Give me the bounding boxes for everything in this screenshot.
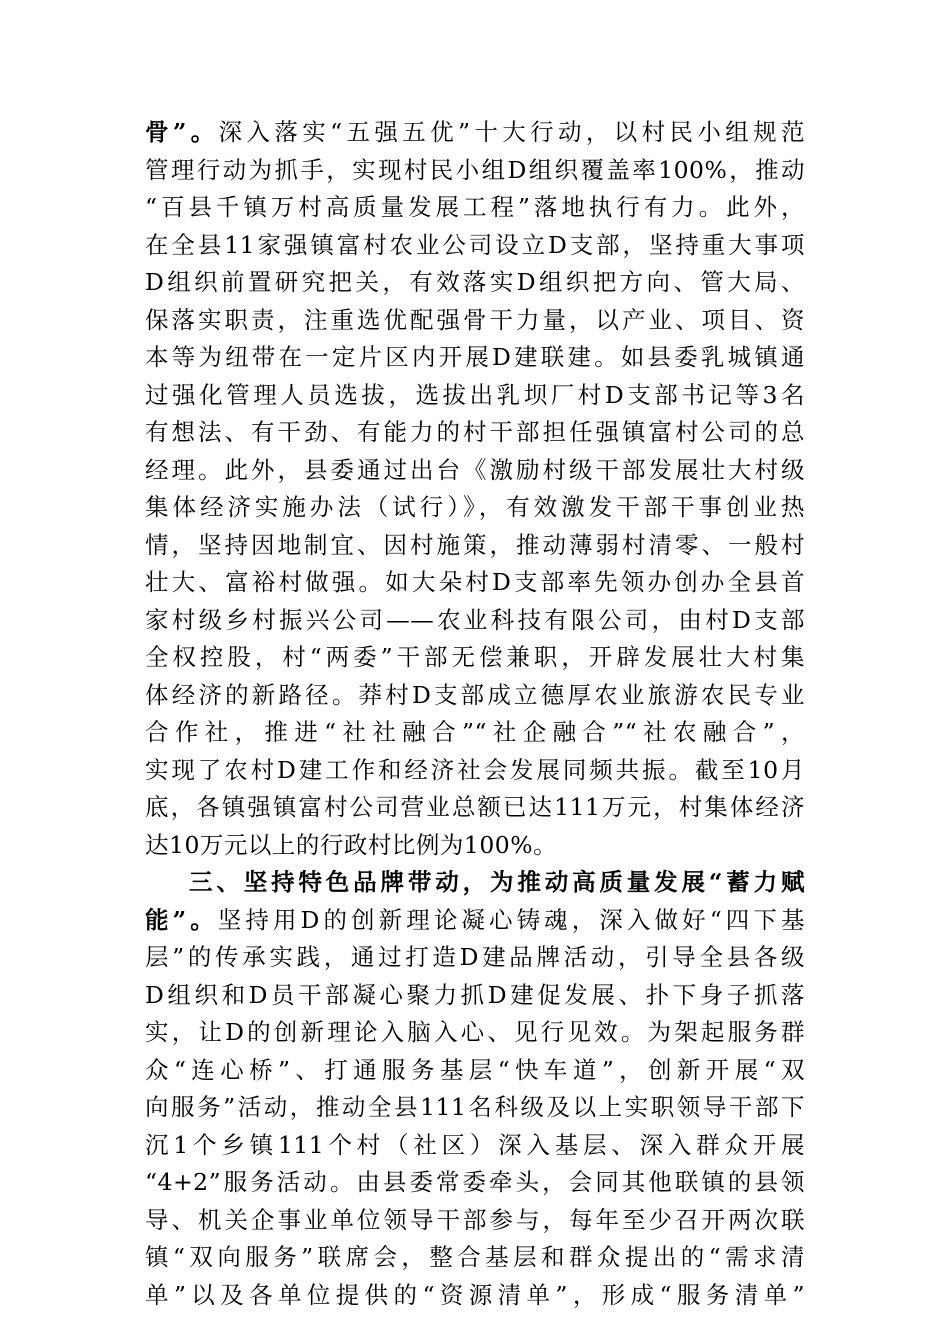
- paragraph: [145, 864, 805, 1314]
- body-text: 镇“双向服务”联席会，整合基层和群众提出的“需求清: [145, 1243, 805, 1271]
- body-text: 保落实职责，注重选优配强骨干力量，以产业、项目、资: [145, 305, 805, 334]
- text-line: [145, 864, 805, 902]
- body-text: 情，坚持因地制宜、因村施策，推动薄弱村清零、一般村: [145, 530, 805, 559]
- bold-text: 能”。: [145, 905, 218, 934]
- text-line: [145, 789, 805, 827]
- bold-text: 三、坚持特色品牌带动，为推动高质量发展“蓄力赋: [189, 868, 805, 896]
- text-line: [145, 302, 805, 340]
- text-line: [145, 264, 805, 302]
- body-text: 导、机关企事业单位领导干部参与，每年至少召开两次联: [145, 1205, 805, 1234]
- body-text: 壮大、富裕村做强。如大朵村D支部率先领办创办全县首: [145, 568, 805, 596]
- body-text: 本等为纽带在一定片区内开展D建联建。如县委乳城镇通: [145, 343, 805, 371]
- body-text: 集体经济实施办法（试行）》，有效激发干部干事创业热: [145, 493, 805, 521]
- text-line: [145, 1239, 805, 1277]
- text-line: [145, 602, 805, 640]
- text-line: [145, 977, 805, 1015]
- body-text: 全权控股，村“两委”干部无偿兼职，开辟发展壮大村集: [145, 643, 805, 671]
- body-text: 沉1个乡镇111个村（社区）深入基层、深入群众开展: [145, 1130, 805, 1159]
- body-text: D组织前置研究把关，有效落实D组织把方向、管大局、: [145, 268, 805, 296]
- body-text: 向服务”活动，推动全县111名科级及以上实职领导干部下: [145, 1093, 805, 1121]
- text-line: [145, 189, 805, 227]
- text-line: [145, 1014, 805, 1052]
- text-line: [145, 1089, 805, 1127]
- text-line: [145, 414, 805, 452]
- text-line: [145, 639, 805, 677]
- text-line: [145, 489, 805, 527]
- body-text: 合作社，推进“社社融合”“社企融合”“社农融合”，: [145, 718, 805, 746]
- paragraph: [145, 114, 805, 864]
- body-text: 实，让D的创新理论入脑入心、见行见效。为架起服务群: [145, 1018, 805, 1046]
- bold-text: 骨”。: [145, 118, 219, 146]
- text-line: [145, 114, 805, 152]
- text-line: [145, 527, 805, 565]
- text-line: [145, 1164, 805, 1202]
- text-line: [145, 1052, 805, 1090]
- body-text: 经理。此外，县委通过出台《激励村级干部发展壮大村级: [145, 455, 805, 484]
- body-text: D组织和D员干部凝心聚力抓D建促发展、扑下身子抓落: [145, 980, 805, 1009]
- text-line: [145, 152, 805, 190]
- text-line: [145, 714, 805, 752]
- body-text: 实现了农村D建工作和经济社会发展同频共振。截至10月: [145, 755, 805, 784]
- body-text: 达10万元以上的行政村比例为100%。: [145, 830, 558, 859]
- body-text: 层”的传承实践，通过打造D建品牌活动，引导全县各级: [145, 943, 805, 971]
- text-line: [145, 339, 805, 377]
- body-text: “4+2”服务活动。由县委常委牵头，会同其他联镇的县领: [145, 1168, 805, 1196]
- text-line: [145, 227, 805, 265]
- text-line: [145, 1127, 805, 1165]
- text-line: [145, 1277, 805, 1315]
- body-text: 过强化管理人员选拔，选拔出乳坝厂村D支部书记等3名: [145, 380, 805, 409]
- text-line: [145, 1202, 805, 1240]
- text-line: [145, 677, 805, 715]
- text-line: [145, 564, 805, 602]
- body-text: 有想法、有干劲、有能力的村干部担任强镇富村公司的总: [145, 418, 805, 446]
- body-text: 众“连心桥”、打通服务基层“快车道”，创新开展“双: [145, 1055, 805, 1084]
- text-line: [145, 827, 805, 865]
- body-text: 体经济的新路径。莽村D支部成立德厚农业旅游农民专业: [145, 680, 805, 709]
- body-text: 在全县11家强镇富村农业公司设立D支部，坚持重大事项: [145, 230, 805, 259]
- body-text: 单”以及各单位提供的“资源清单”，形成“服务清单”: [145, 1280, 805, 1309]
- body-text: “百县千镇万村高质量发展工程”落地执行有力。此外，: [145, 193, 805, 221]
- text-line: [145, 902, 805, 940]
- text-line: [145, 452, 805, 490]
- body-text: 家村级乡村振兴公司——农业科技有限公司，由村D支部: [145, 605, 805, 634]
- body-text: 管理行动为抓手，实现村民小组D组织覆盖率100%，推动: [145, 155, 805, 184]
- text-line: [145, 377, 805, 415]
- body-text: 底，各镇强镇富村公司营业总额已达111万元，村集体经济: [145, 793, 805, 821]
- document-page: [145, 114, 805, 1314]
- text-line: [145, 939, 805, 977]
- body-text: 坚持用D的创新理论凝心铸魂，深入做好“四下基: [217, 905, 805, 934]
- body-text: 深入落实“五强五优”十大行动，以村民小组规范: [218, 118, 805, 146]
- text-line: [145, 752, 805, 790]
